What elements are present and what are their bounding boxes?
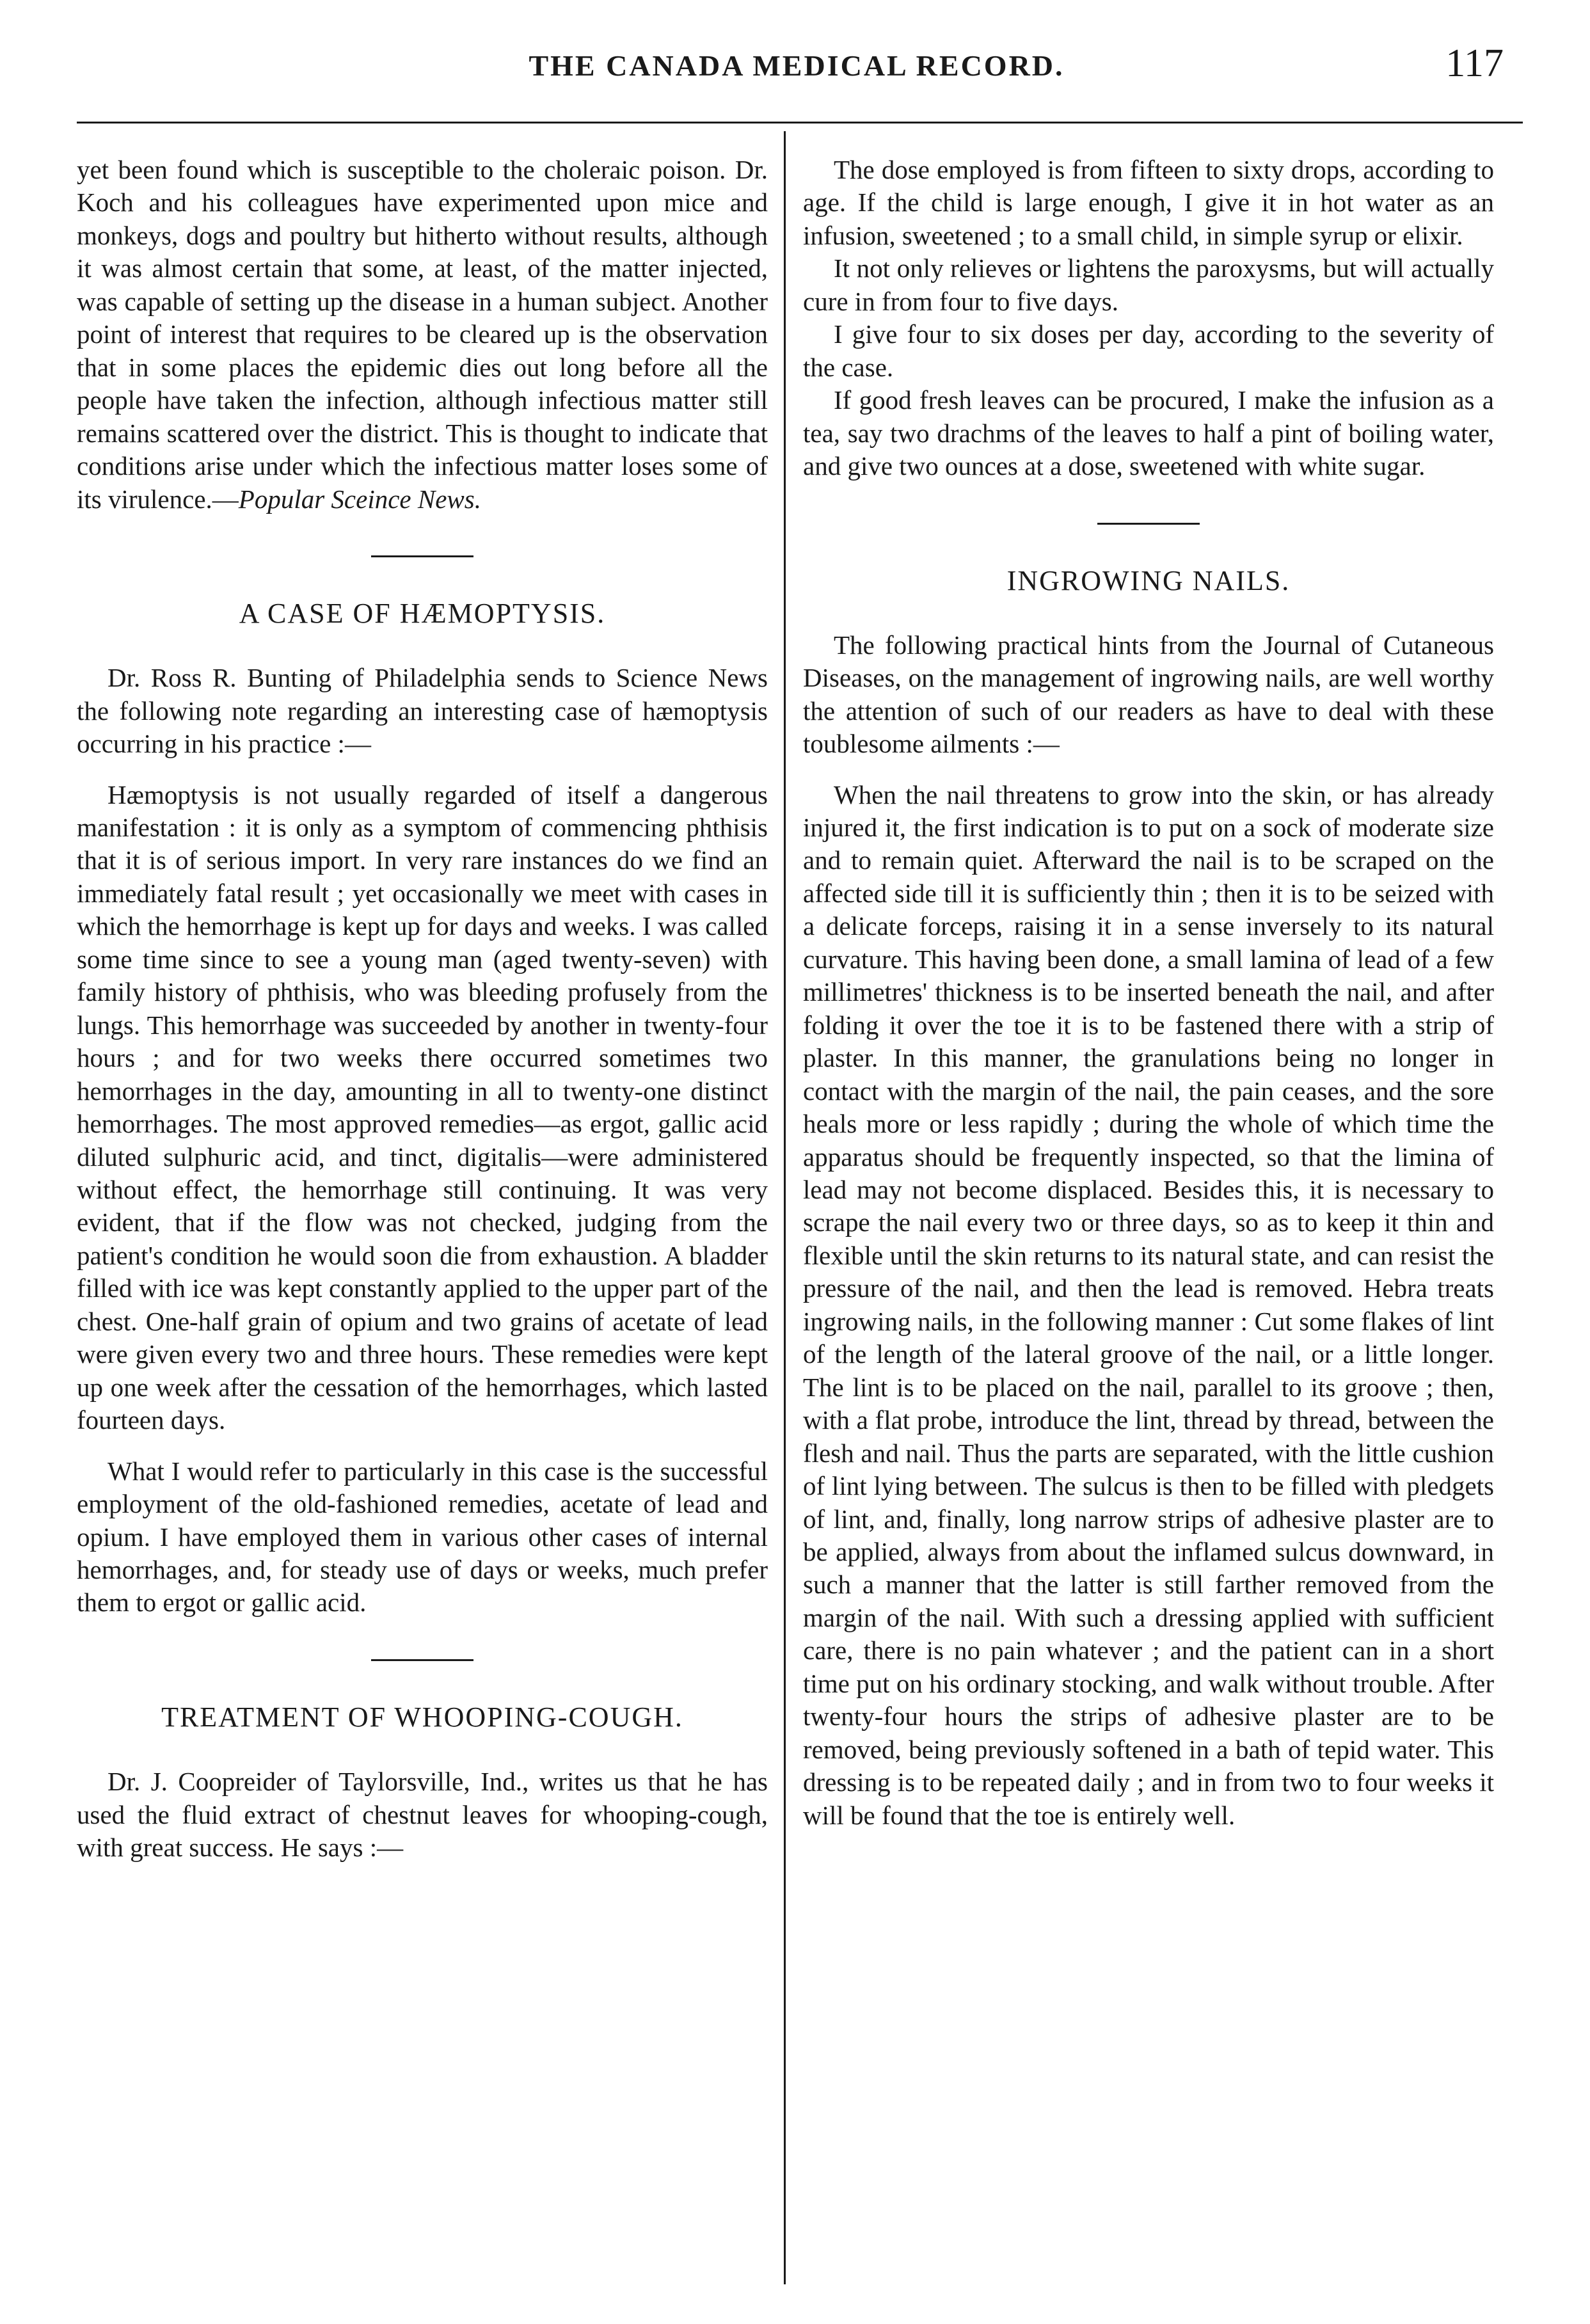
ingrowing-nails-intro: The following practical hints from the Journal of Cutaneous Diseases, on the management of ingrowing nails, are well worthy the attention of such of our readers as have to deal with these toublesome ailments :—	[803, 630, 1494, 759]
haemoptysis-intro: Dr. Ross R. Bunting of Philadelphia sends to Science News the following note regarding an interesting case of hæmoptysis occurring in his practice :—	[77, 663, 768, 759]
whooping-cough-intro: Dr. J. Coopreider of Taylorsville, Ind., writes us that he has used the fluid extract of chestnut leaves for whooping-cough, with great success. He says :—	[77, 1767, 768, 1863]
haemoptysis-title: A CASE OF HÆMOPTYSIS.	[239, 597, 606, 629]
left-column	[77, 154, 768, 1864]
section-rule	[371, 555, 473, 557]
cholera-article-text: yet been found which is susceptible to the choleraic poison. Dr. Koch and his colleagues have experimented upon mice and monkeys, dogs and poultry but hitherto without results, although it was almost certain that some, at least, of the matter injected, was capable of setting up the disease in a human subject. Another point of interest that requires to be cleared up is the observation that in some places the epidemic dies out long before all the people have taken the infection, although infectious matter still remains scattered over the district. This is thought to indicate that conditions arise under which the infectious matter loses some of its virulence.—	[77, 155, 768, 514]
running-title: THE CANADA MEDICAL RECORD.	[529, 49, 1065, 82]
column-divider	[784, 131, 786, 2284]
section-rule	[1097, 523, 1200, 525]
ingrowing-nails-title: INGROWING NAILS.	[1006, 564, 1291, 596]
haemoptysis-conclusion: What I would refer to particularly in this case is the successful employment of the old-fashioned remedies, acetate of lead and opium. I have employed them in various other cases of internal hemorrhages, and, for steady use of days or weeks, much prefer them to ergot or gallic acid.	[77, 1456, 768, 1618]
header-rule	[77, 122, 1523, 123]
haemoptysis-body: Hæmoptysis is not usually regarded of itself a dangerous manifestation : it is only as a symptom of commencing phthisis that it is of serious import. In very rare instances do we find an immediately fatal result ; yet occasionally we meet with cases in which the hemorrhage is kept up for days and weeks. I was called some time since to see a young man (aged twenty-seven) with family history of phthisis, who was bleeding profusely from the lungs. This hemorrhage was succeeded by another in twenty-four hours ; and for two weeks there occurred sometimes two hemorrhages in the day, amounting in all to twenty-one distinct hemorrhages. The most approved remedies—as ergot, gallic acid diluted sulphuric acid, and tinct, digitalis—were administered without effect, the hemorrhage still continuing. It was very evident, that if the flow was not checked, judging from the patient's condition he would soon die from exhaustion. A bladder filled with ice was kept constantly applied to the upper part of the chest. One-half grain of opium and two grains of acetate of lead were given every two and three hours. These remedies were kept up one week after the cessation of the hemorrhages, which lasted fourteen days.	[77, 779, 768, 1435]
whooping-cough-paragraph: The dose employed is from fifteen to sixty drops, according to age. If the child is large enough, I give it in hot water as an infusion, sweetened ; to a small child, in simple syrup or elixir.	[803, 155, 1494, 250]
cholera-article-ending	[77, 154, 768, 516]
ingrowing-nails-body: When the nail threatens to grow into the skin, or has already injured it, the first indication is to put on a sock of moderate size and to remain quiet. Afterward the nail is to be scraped on the affected side till it is sufficiently thin ; then it is to be seized with a delicate forceps, raising it in a sense inversely to its natural curvature. This having been done, a small lamina of lead of a few millimetres' thickness is to be inserted beneath the nail, and after folding it over the toe it is to be fastened there with a strip of plaster. In this manner, the granulations being no longer in contact with the margin of the nail, the pain ceases, and the sore heals more or less rapidly ; during the whole of which time the apparatus should be frequently inspected, so that the limina of lead may not become displaced. Besides this, it is necessary to scrape the nail every two or three days, so as to keep it thin and flexible until the skin returns to its natural state, and can resist the pressure of the nail, and then the lead is removed. Hebra treats ingrowing nails, in the following manner : Cut some flakes of lint of the length of the lateral groove of the nail, or a little longer. The lint is to be placed on the nail, parallel to its groove ; then, with a flat probe, introduce the lint, thread by thread, between the flesh and nail. Thus the parts are separated, with the little cushion of lint lying between. The sulcus is then to be filled with pledgets of lint, and, finally, long narrow strips of adhesive plaster are to be applied, always from about the inflamed sulcus downward, in such a manner that the latter is still farther removed from the margin of the nail. With such a dressing applied with sufficient care, there is no pain whatever ; and the patient can in a short time put on his ordinary stocking, and walk without trouble. After twenty-four hours the strips of adhesive plaster are to be removed, being previously softened in a bath of tepid water. This dressing is to be repeated daily ; and in from two to four weeks it will be found that the toe is entirely well.	[803, 779, 1494, 1830]
whooping-cough-paragraph: If good fresh leaves can be procured, I make the infusion as a tea, say two drachms of the leaves to half a pint of boiling water, and give two ounces at a dose, sweetened with white sugar.	[803, 385, 1494, 481]
page-number: 117	[1445, 42, 1504, 85]
section-rule	[371, 1659, 473, 1661]
whooping-cough-title: TREATMENT OF WHOOPING-COUGH.	[161, 1701, 683, 1733]
whooping-cough-paragraph: I give four to six doses per day, according to the severity of the case.	[803, 319, 1494, 382]
page-header	[77, 42, 1516, 106]
whooping-cough-paragraph: It not only relieves or lightens the paroxysms, but will actually cure in from four to five days.	[803, 253, 1494, 316]
cholera-article-citation: Popular Sceince News.	[238, 484, 481, 514]
right-column	[803, 154, 1494, 1832]
